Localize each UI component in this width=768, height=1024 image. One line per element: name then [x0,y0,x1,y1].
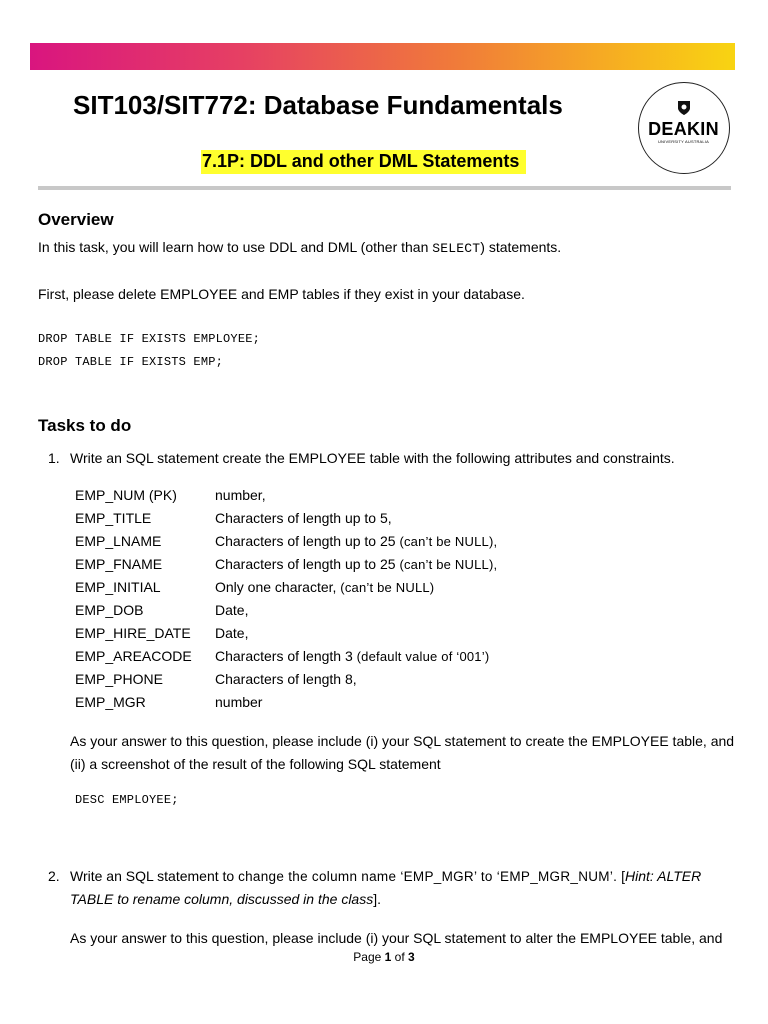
attr-note: (can’t be NULL), [399,534,498,549]
deakin-logo [638,82,730,174]
q2-text-rename: change the column name ‘EMP_MGR’ to ‘EMP_MGR_NUM’. [238,869,618,884]
q2-number: 2. [48,868,60,884]
attr-desc-text: Characters of length up to 25 [215,533,400,549]
desc-statement: DESC EMPLOYEE; [75,793,179,807]
q2-text-start: Write an SQL statement to [70,868,239,884]
attr-desc [215,556,497,572]
overview-intro-text: In this task, you will learn how to use DDL and DML (other than [38,239,433,255]
attr-note: (default value of ‘001’) [356,649,490,664]
page-word: Page [353,950,385,964]
attr-desc-text: Date, [215,602,249,618]
attr-name: EMP_DOB [75,602,144,618]
q2-hint-line-2: TABLE to rename column, discussed in the class [70,891,374,907]
attr-desc-text: Characters of length 3 [215,648,357,664]
q2-hint-line-1: Hint: ALTER [624,868,702,884]
attr-desc-text: Date, [215,625,249,641]
q1-answer-line-2: (ii) a screenshot of the result of the following SQL statement [70,756,441,772]
attr-desc-text: Only one character, [215,579,341,595]
attr-desc-text: number, [215,487,266,503]
drop-statement-1: DROP TABLE IF EXISTS EMPLOYEE; [38,332,261,346]
attr-desc [215,510,392,526]
task-title: 7.1P: DDL and other DML Statements [201,150,526,174]
attr-desc-text: Characters of length up to 5, [215,510,392,526]
attr-desc [215,625,248,641]
attr-desc-text: Characters of length 8, [215,671,357,687]
overview-intro-text-end: ) statements. [480,239,562,255]
page-of: of [391,950,409,964]
attr-note: (can’t be NULL) [340,580,435,595]
attr-name: EMP_AREACODE [75,648,192,664]
q2-bracket-close: ]. [373,891,381,907]
shield-icon [677,100,691,116]
attr-desc [215,533,497,549]
q1-answer-line-1: As your answer to this question, please include (i) your SQL statement to create the EMPLOYEE table, and [70,733,735,749]
attr-desc [215,648,489,664]
tasks-heading: Tasks to do [38,416,132,435]
overview-heading: Overview [38,210,114,229]
logo-wordmark: DEAKIN [648,119,719,139]
attr-name: EMP_FNAME [75,556,163,572]
q2-bracket-open: [ [617,868,625,884]
attr-name: EMP_INITIAL [75,579,161,595]
attr-name: EMP_PHONE [75,671,163,687]
logo-subtext: UNIVERSITY AUSTRALIA [657,139,710,144]
q2-text [70,868,701,884]
attr-desc [215,487,266,503]
attr-name: EMP_LNAME [75,533,162,549]
page-total: 3 [408,950,415,964]
q2-answer-line-1: As your answer to this question, please include (i) your SQL statement to alter the EMPLOYEE table, and [70,930,723,946]
attr-desc [215,602,248,618]
attr-desc-text: number [215,694,263,710]
attr-desc [215,671,357,687]
select-keyword: SELECT [432,241,481,256]
attr-name: EMP_TITLE [75,510,152,526]
drop-statement-2: DROP TABLE IF EXISTS EMP; [38,355,224,369]
overview-intro [38,239,561,256]
course-title: SIT103/SIT772: Database Fundamentals [73,90,563,120]
attr-name: EMP_MGR [75,694,146,710]
attr-desc [215,694,262,710]
attr-desc-text: Characters of length up to 25 [215,556,400,572]
page-current: 1 [384,950,392,964]
q2-hint [70,891,381,907]
attr-desc [215,579,434,595]
overview-first-instruction: First, please delete EMPLOYEE and EMP tables if they exist in your database. [38,286,525,302]
attr-name: EMP_NUM (PK) [75,487,177,503]
q1-number: 1. [48,450,60,466]
page-number [0,950,768,964]
header-divider [38,186,731,190]
attr-note: (can’t be NULL), [399,557,498,572]
attr-name: EMP_HIRE_DATE [75,625,191,641]
header-gradient-banner [30,43,735,70]
q1-text: Write an SQL statement create the EMPLOYEE table with the following attributes and constraints. [70,450,675,466]
